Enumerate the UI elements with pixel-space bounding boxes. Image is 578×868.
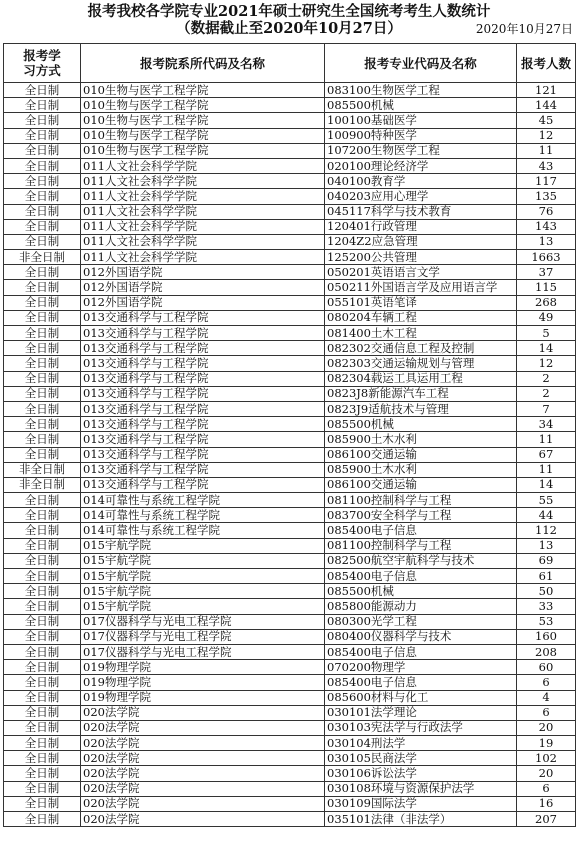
document-date: 2020年10月27日 <box>475 22 573 36</box>
cell-study-mode: 全日制 <box>4 629 81 644</box>
cell-major: 086100交通运输 <box>325 447 517 462</box>
cell-department: 019物理学院 <box>81 690 325 705</box>
cell-study-mode: 全日制 <box>4 158 81 173</box>
cell-department: 015宇航学院 <box>81 584 325 599</box>
table-row <box>4 644 576 659</box>
table-row <box>4 113 576 128</box>
cell-major: 0823J8新能源汽车工程 <box>325 386 517 401</box>
cell-study-mode: 全日制 <box>4 599 81 614</box>
cell-major: 045117科学与技术教育 <box>325 204 517 219</box>
cell-department: 013交通科学与工程学院 <box>81 386 325 401</box>
cell-major: 030105民商法学 <box>325 751 517 766</box>
cell-major: 050211外国语言学及应用语言学 <box>325 280 517 295</box>
cell-study-mode: 全日制 <box>4 113 81 128</box>
cell-major: 085800能源动力 <box>325 599 517 614</box>
cell-department: 013交通科学与工程学院 <box>81 310 325 325</box>
table-row <box>4 280 576 295</box>
table-row <box>4 508 576 523</box>
table-row <box>4 462 576 477</box>
cell-study-mode: 全日制 <box>4 341 81 356</box>
cell-major: 082500航空宇航科学与技术 <box>325 553 517 568</box>
column-header-major: 报考专业代码及名称 <box>325 44 517 83</box>
cell-major: 085400电子信息 <box>325 523 517 538</box>
cell-study-mode: 全日制 <box>4 219 81 234</box>
cell-department: 011人文社会科学学院 <box>81 204 325 219</box>
cell-study-mode: 全日制 <box>4 736 81 751</box>
cell-department: 014可靠性与系统工程学院 <box>81 508 325 523</box>
table-row <box>4 614 576 629</box>
cell-major: 083700安全科学与工程 <box>325 508 517 523</box>
cell-department: 013交通科学与工程学院 <box>81 401 325 416</box>
cell-major: 080400仪器科学与技术 <box>325 629 517 644</box>
cell-count: 37 <box>517 265 576 280</box>
cell-count: 76 <box>517 204 576 219</box>
cell-department: 011人文社会科学学院 <box>81 158 325 173</box>
cell-study-mode: 全日制 <box>4 295 81 310</box>
table-row <box>4 629 576 644</box>
cell-count: 1663 <box>517 250 576 265</box>
table-row <box>4 477 576 492</box>
cell-count: 4 <box>517 690 576 705</box>
cell-count: 208 <box>517 644 576 659</box>
cell-count: 69 <box>517 553 576 568</box>
table-row <box>4 523 576 538</box>
cell-study-mode: 全日制 <box>4 523 81 538</box>
cell-major: 070200物理学 <box>325 660 517 675</box>
cell-major: 085900土木水利 <box>325 462 517 477</box>
cell-department: 013交通科学与工程学院 <box>81 432 325 447</box>
cell-department: 017仪器科学与光电工程学院 <box>81 644 325 659</box>
cell-study-mode: 全日制 <box>4 538 81 553</box>
table-row <box>4 83 576 98</box>
cell-study-mode: 全日制 <box>4 174 81 189</box>
table-row <box>4 736 576 751</box>
cell-major: 020100理论经济学 <box>325 158 517 173</box>
cell-study-mode: 全日制 <box>4 614 81 629</box>
cell-count: 7 <box>517 401 576 416</box>
cell-count: 55 <box>517 493 576 508</box>
cell-count: 160 <box>517 629 576 644</box>
cell-count: 67 <box>517 447 576 462</box>
cell-count: 143 <box>517 219 576 234</box>
cell-major: 100900特种医学 <box>325 128 517 143</box>
table-row <box>4 386 576 401</box>
cell-department: 014可靠性与系统工程学院 <box>81 523 325 538</box>
cell-major: 0823J9适航技术与管理 <box>325 401 517 416</box>
cell-department: 013交通科学与工程学院 <box>81 462 325 477</box>
cell-department: 010生物与医学工程学院 <box>81 143 325 158</box>
cell-count: 53 <box>517 614 576 629</box>
table-row <box>4 189 576 204</box>
cell-department: 011人文社会科学学院 <box>81 234 325 249</box>
cell-study-mode: 全日制 <box>4 265 81 280</box>
cell-department: 010生物与医学工程学院 <box>81 98 325 113</box>
cell-major: 035101法律（非法学） <box>325 812 517 827</box>
table-row <box>4 796 576 811</box>
cell-major: 085400电子信息 <box>325 569 517 584</box>
cell-count: 16 <box>517 796 576 811</box>
cell-study-mode: 全日制 <box>4 720 81 735</box>
cell-department: 013交通科学与工程学院 <box>81 341 325 356</box>
table-row <box>4 326 576 341</box>
cell-major: 080204车辆工程 <box>325 310 517 325</box>
cell-study-mode: 全日制 <box>4 386 81 401</box>
cell-department: 015宇航学院 <box>81 599 325 614</box>
cell-count: 6 <box>517 705 576 720</box>
cell-department: 010生物与医学工程学院 <box>81 128 325 143</box>
cell-major: 030106诉讼法学 <box>325 766 517 781</box>
cell-major: 085500机械 <box>325 98 517 113</box>
cell-study-mode: 全日制 <box>4 326 81 341</box>
cell-major: 030103宪法学与行政法学 <box>325 720 517 735</box>
cell-major: 040100教育学 <box>325 174 517 189</box>
cell-department: 020法学院 <box>81 736 325 751</box>
cell-major: 080300光学工程 <box>325 614 517 629</box>
cell-department: 012外国语学院 <box>81 280 325 295</box>
applicant-count-table <box>3 43 576 827</box>
cell-department: 013交通科学与工程学院 <box>81 356 325 371</box>
cell-major: 1204Z2应急管理 <box>325 234 517 249</box>
cell-department: 015宇航学院 <box>81 538 325 553</box>
table-row <box>4 675 576 690</box>
table-row <box>4 584 576 599</box>
cell-department: 020法学院 <box>81 751 325 766</box>
cell-major: 082304载运工具运用工程 <box>325 371 517 386</box>
cell-count: 20 <box>517 766 576 781</box>
table-row <box>4 751 576 766</box>
table-row <box>4 98 576 113</box>
cell-major: 055101英语笔译 <box>325 295 517 310</box>
cell-major: 040203应用心理学 <box>325 189 517 204</box>
cell-count: 33 <box>517 599 576 614</box>
cell-study-mode: 全日制 <box>4 371 81 386</box>
cell-study-mode: 全日制 <box>4 189 81 204</box>
table-row <box>4 660 576 675</box>
cell-count: 6 <box>517 675 576 690</box>
column-header-department: 报考院系所代码及名称 <box>81 44 325 83</box>
cell-count: 45 <box>517 113 576 128</box>
cell-department: 017仪器科学与光电工程学院 <box>81 629 325 644</box>
cell-study-mode: 全日制 <box>4 204 81 219</box>
cell-department: 019物理学院 <box>81 660 325 675</box>
cell-department: 011人文社会科学学院 <box>81 219 325 234</box>
cell-department: 015宇航学院 <box>81 569 325 584</box>
cell-count: 49 <box>517 310 576 325</box>
cell-department: 010生物与医学工程学院 <box>81 83 325 98</box>
cell-department: 020法学院 <box>81 720 325 735</box>
table-row <box>4 812 576 827</box>
cell-study-mode: 全日制 <box>4 401 81 416</box>
table-row <box>4 143 576 158</box>
cell-count: 34 <box>517 417 576 432</box>
cell-study-mode: 全日制 <box>4 553 81 568</box>
cell-count: 19 <box>517 736 576 751</box>
cell-study-mode: 全日制 <box>4 508 81 523</box>
cell-count: 12 <box>517 128 576 143</box>
table-body <box>4 83 576 827</box>
cell-count: 61 <box>517 569 576 584</box>
table-row <box>4 781 576 796</box>
cell-department: 020法学院 <box>81 812 325 827</box>
cell-count: 11 <box>517 462 576 477</box>
cell-count: 2 <box>517 371 576 386</box>
cell-department: 020法学院 <box>81 766 325 781</box>
table-row <box>4 174 576 189</box>
table-row <box>4 341 576 356</box>
cell-count: 135 <box>517 189 576 204</box>
table-row <box>4 766 576 781</box>
cell-study-mode: 全日制 <box>4 447 81 462</box>
cell-study-mode: 全日制 <box>4 128 81 143</box>
cell-department: 012外国语学院 <box>81 265 325 280</box>
cell-count: 60 <box>517 660 576 675</box>
cell-major: 050201英语语言文学 <box>325 265 517 280</box>
table-row <box>4 356 576 371</box>
cell-study-mode: 全日制 <box>4 356 81 371</box>
cell-study-mode: 全日制 <box>4 143 81 158</box>
cell-major: 085500机械 <box>325 584 517 599</box>
cell-count: 117 <box>517 174 576 189</box>
cell-major: 100100基础医学 <box>325 113 517 128</box>
cell-department: 012外国语学院 <box>81 295 325 310</box>
cell-major: 085500机械 <box>325 417 517 432</box>
cell-department: 013交通科学与工程学院 <box>81 477 325 492</box>
cell-department: 014可靠性与系统工程学院 <box>81 493 325 508</box>
cell-study-mode: 全日制 <box>4 751 81 766</box>
cell-major: 083100生物医学工程 <box>325 83 517 98</box>
cell-major: 030101法学理论 <box>325 705 517 720</box>
cell-department: 010生物与医学工程学院 <box>81 113 325 128</box>
cell-count: 13 <box>517 234 576 249</box>
cell-study-mode: 非全日制 <box>4 462 81 477</box>
cell-major: 030109国际法学 <box>325 796 517 811</box>
cell-department: 011人文社会科学学院 <box>81 250 325 265</box>
cell-study-mode: 全日制 <box>4 98 81 113</box>
document-subtitle: （数据截止至2020年10月27日） <box>176 20 402 37</box>
cell-count: 207 <box>517 812 576 827</box>
table-row <box>4 219 576 234</box>
cell-department: 011人文社会科学学院 <box>81 189 325 204</box>
cell-study-mode: 非全日制 <box>4 477 81 492</box>
cell-major: 085400电子信息 <box>325 675 517 690</box>
cell-major: 082303交通运输规划与管理 <box>325 356 517 371</box>
cell-study-mode: 全日制 <box>4 796 81 811</box>
cell-study-mode: 全日制 <box>4 234 81 249</box>
cell-department: 013交通科学与工程学院 <box>81 326 325 341</box>
cell-count: 115 <box>517 280 576 295</box>
cell-study-mode: 全日制 <box>4 432 81 447</box>
cell-study-mode: 全日制 <box>4 766 81 781</box>
cell-study-mode: 全日制 <box>4 417 81 432</box>
cell-count: 11 <box>517 432 576 447</box>
cell-major: 081400土木工程 <box>325 326 517 341</box>
cell-major: 085400电子信息 <box>325 644 517 659</box>
cell-count: 14 <box>517 341 576 356</box>
table-row <box>4 295 576 310</box>
cell-study-mode: 全日制 <box>4 310 81 325</box>
cell-major: 085900土木水利 <box>325 432 517 447</box>
cell-count: 5 <box>517 326 576 341</box>
cell-major: 082302交通信息工程及控制 <box>325 341 517 356</box>
cell-count: 6 <box>517 781 576 796</box>
cell-study-mode: 全日制 <box>4 690 81 705</box>
cell-major: 107200生物医学工程 <box>325 143 517 158</box>
table-row <box>4 158 576 173</box>
cell-count: 144 <box>517 98 576 113</box>
cell-study-mode: 全日制 <box>4 83 81 98</box>
cell-department: 013交通科学与工程学院 <box>81 447 325 462</box>
cell-major: 120401行政管理 <box>325 219 517 234</box>
cell-study-mode: 非全日制 <box>4 250 81 265</box>
cell-department: 020法学院 <box>81 796 325 811</box>
cell-department: 011人文社会科学学院 <box>81 174 325 189</box>
cell-count: 11 <box>517 143 576 158</box>
cell-count: 13 <box>517 538 576 553</box>
cell-count: 43 <box>517 158 576 173</box>
cell-study-mode: 全日制 <box>4 569 81 584</box>
cell-count: 112 <box>517 523 576 538</box>
cell-count: 121 <box>517 83 576 98</box>
cell-department: 019物理学院 <box>81 675 325 690</box>
table-row <box>4 569 576 584</box>
cell-study-mode: 全日制 <box>4 705 81 720</box>
cell-count: 50 <box>517 584 576 599</box>
cell-study-mode: 全日制 <box>4 660 81 675</box>
table-row <box>4 705 576 720</box>
cell-major: 081100控制科学与工程 <box>325 538 517 553</box>
cell-study-mode: 全日制 <box>4 493 81 508</box>
cell-study-mode: 全日制 <box>4 675 81 690</box>
table-row <box>4 690 576 705</box>
cell-department: 017仪器科学与光电工程学院 <box>81 614 325 629</box>
cell-study-mode: 全日制 <box>4 280 81 295</box>
cell-count: 12 <box>517 356 576 371</box>
table-row <box>4 493 576 508</box>
cell-department: 013交通科学与工程学院 <box>81 371 325 386</box>
cell-department: 020法学院 <box>81 705 325 720</box>
table-row <box>4 401 576 416</box>
column-header-study-mode: 报考学习方式 <box>4 44 81 83</box>
cell-major: 085600材料与化工 <box>325 690 517 705</box>
cell-department: 013交通科学与工程学院 <box>81 417 325 432</box>
table-row <box>4 538 576 553</box>
table-row <box>4 234 576 249</box>
table-row <box>4 553 576 568</box>
cell-study-mode: 全日制 <box>4 781 81 796</box>
table-row <box>4 432 576 447</box>
cell-major: 081100控制科学与工程 <box>325 493 517 508</box>
cell-department: 020法学院 <box>81 781 325 796</box>
cell-major: 086100交通运输 <box>325 477 517 492</box>
cell-count: 44 <box>517 508 576 523</box>
cell-major: 030104刑法学 <box>325 736 517 751</box>
cell-count: 14 <box>517 477 576 492</box>
table-row <box>4 265 576 280</box>
table-header-row <box>4 44 576 83</box>
cell-study-mode: 全日制 <box>4 812 81 827</box>
cell-count: 2 <box>517 386 576 401</box>
cell-major: 125200公共管理 <box>325 250 517 265</box>
cell-study-mode: 全日制 <box>4 644 81 659</box>
cell-count: 268 <box>517 295 576 310</box>
table-row <box>4 371 576 386</box>
table-row <box>4 447 576 462</box>
cell-study-mode: 全日制 <box>4 584 81 599</box>
table-row <box>4 204 576 219</box>
column-header-count: 报考人数 <box>517 44 576 83</box>
table-row <box>4 417 576 432</box>
table-row <box>4 310 576 325</box>
cell-count: 20 <box>517 720 576 735</box>
cell-count: 102 <box>517 751 576 766</box>
document-title: 报考我校各学院专业2021年硕士研究生全国统考考生人数统计 <box>87 3 491 20</box>
table-row <box>4 720 576 735</box>
table-row <box>4 128 576 143</box>
cell-department: 015宇航学院 <box>81 553 325 568</box>
cell-major: 030108环境与资源保护法学 <box>325 781 517 796</box>
table-row <box>4 250 576 265</box>
table-row <box>4 599 576 614</box>
